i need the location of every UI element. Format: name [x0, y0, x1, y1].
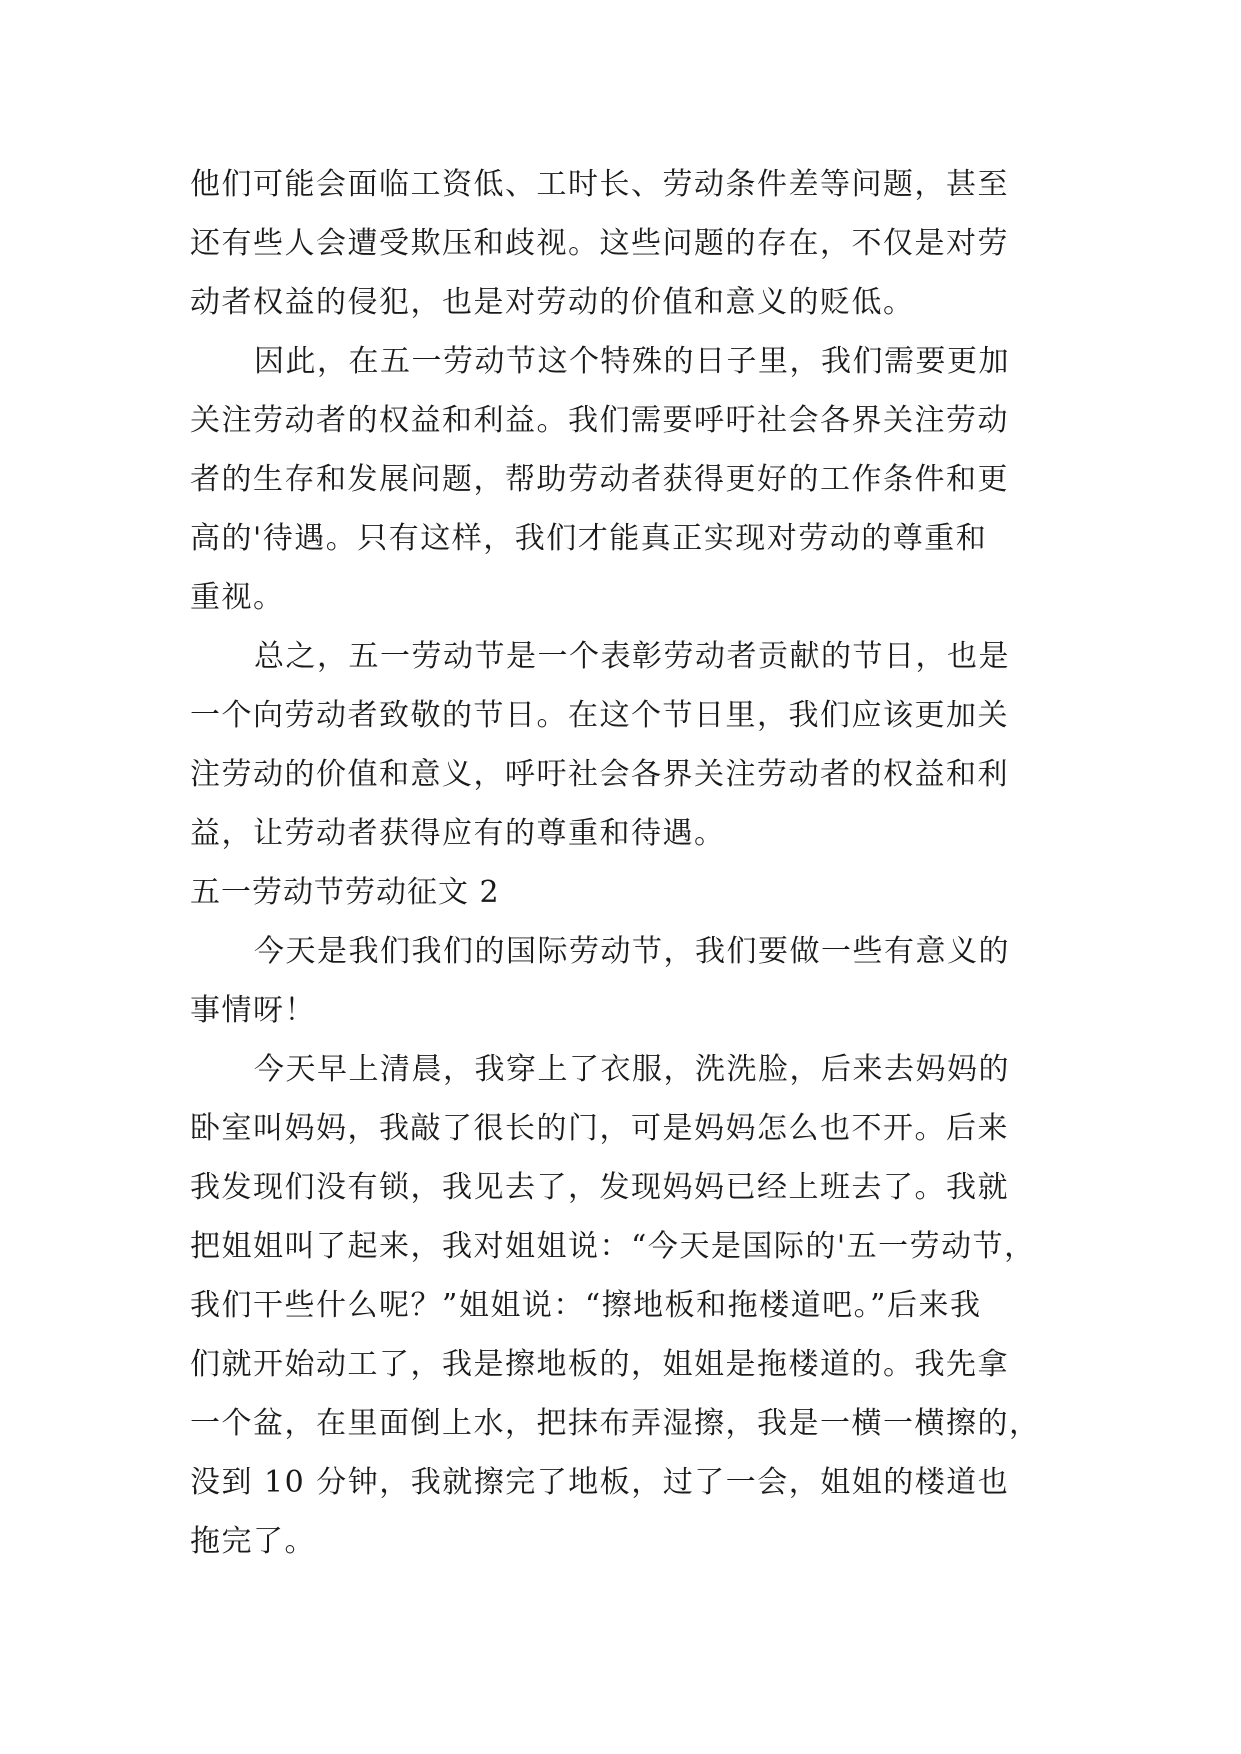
- text-line: 他们可能会面临工资低、工时长、劳动条件差等问题，甚至: [190, 167, 1009, 202]
- text-line: 一个向劳动者致敬的节日。在这个节日里，我们应该更加关: [190, 698, 1009, 733]
- text-line: 高的'待遇。只有这样，我们才能真正实现对劳动的尊重和: [190, 521, 988, 556]
- text-line: 注劳动的价值和意义，呼吁社会各界关注劳动者的权益和利: [190, 757, 1009, 792]
- text-line: 我们干些什么呢？”姐姐说：“擦地板和拖楼道吧。”后来我: [190, 1288, 982, 1323]
- section-heading: 五一劳动节劳动征文 2: [190, 875, 500, 910]
- text-line: 一个盆，在里面倒上水，把抹布弄湿擦，我是一横一横擦的，: [190, 1406, 1041, 1441]
- text-line: 没到 10 分钟，我就擦完了地板，过了一会，姐姐的楼道也: [190, 1465, 1010, 1500]
- text-line: 关注劳动者的权益和利益。我们需要呼吁社会各界关注劳动: [190, 403, 1009, 438]
- text-line: 动者权益的侵犯，也是对劳动的价值和意义的贬低。: [190, 285, 915, 320]
- text-line: 拖完了。: [190, 1524, 316, 1559]
- text-line: 卧室叫妈妈，我敲了很长的门，可是妈妈怎么也不开。后来: [190, 1111, 1009, 1146]
- document-body: [190, 155, 1050, 1571]
- text-line: 者的生存和发展问题，帮助劳动者获得更好的工作条件和更: [190, 462, 1009, 497]
- text-line: 我发现们没有锁，我见去了，发现妈妈已经上班去了。我就: [190, 1170, 1009, 1205]
- paragraph-first-line: 今天是我们我们的国际劳动节，我们要做一些有意义的: [254, 934, 1010, 969]
- text-line: 们就开始动工了，我是擦地板的，姐姐是拖楼道的。我先拿: [190, 1347, 1009, 1382]
- paragraph-first-line: 因此，在五一劳动节这个特殊的日子里，我们需要更加: [254, 344, 1010, 379]
- text-line: 把姐姐叫了起来，我对姐姐说：“今天是国际的'五一劳动节，: [190, 1229, 1036, 1264]
- text-line: 重视。: [190, 580, 285, 615]
- text-line: 还有些人会遭受欺压和歧视。这些问题的存在，不仅是对劳: [190, 226, 1009, 261]
- paragraph-first-line: 总之，五一劳动节是一个表彰劳动者贡献的节日，也是: [254, 639, 1010, 674]
- text-line: 事情呀！: [190, 993, 316, 1028]
- text-line: 益，让劳动者获得应有的尊重和待遇。: [190, 816, 726, 851]
- paragraph-first-line: 今天早上清晨，我穿上了衣服，洗洗脸，后来去妈妈的: [254, 1052, 1010, 1087]
